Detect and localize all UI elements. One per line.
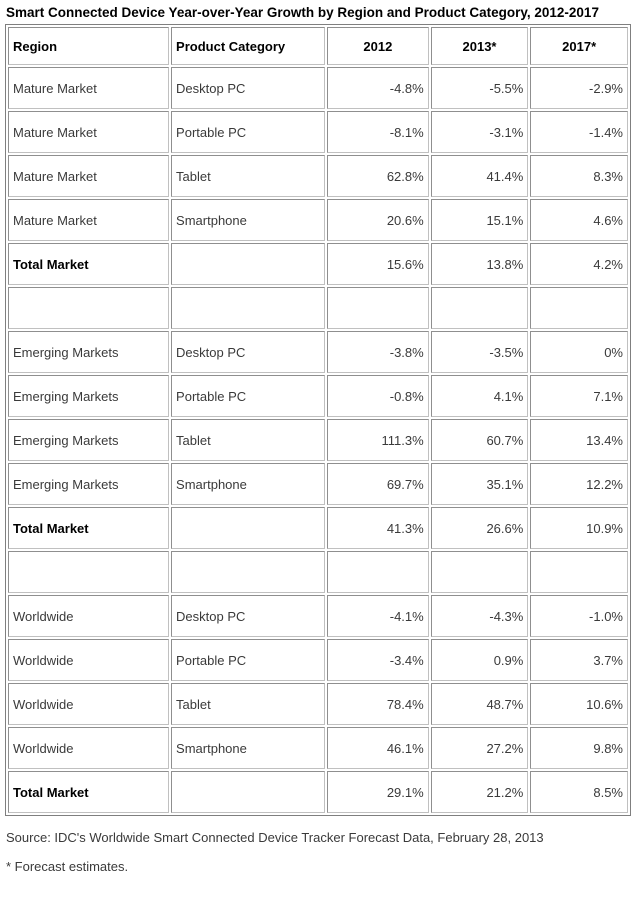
value-2012-cell: 62.8% xyxy=(327,155,429,197)
data-row xyxy=(8,331,628,373)
value-2017-cell: -2.9% xyxy=(530,67,628,109)
data-row xyxy=(8,199,628,241)
value-2012-cell: -4.1% xyxy=(327,595,429,637)
col-header-product-category: Product Category xyxy=(171,27,325,65)
region-cell: Mature Market xyxy=(8,199,169,241)
value-2017-cell: 13.4% xyxy=(530,419,628,461)
category-cell: Desktop PC xyxy=(171,331,325,373)
total-row xyxy=(8,771,628,813)
data-row xyxy=(8,375,628,417)
value-2012-cell: 78.4% xyxy=(327,683,429,725)
value-2012-cell: -3.4% xyxy=(327,639,429,681)
region-cell: Mature Market xyxy=(8,155,169,197)
region-cell: Total Market xyxy=(8,507,169,549)
value-2013-cell: 48.7% xyxy=(431,683,529,725)
category-cell xyxy=(171,507,325,549)
value-2013-cell: 27.2% xyxy=(431,727,529,769)
value-2012-cell: -0.8% xyxy=(327,375,429,417)
region-cell: Emerging Markets xyxy=(8,331,169,373)
value-2017-cell: 7.1% xyxy=(530,375,628,417)
value-2017-cell: 0% xyxy=(530,331,628,373)
region-cell: Worldwide xyxy=(8,727,169,769)
value-2017-cell: 4.2% xyxy=(530,243,628,285)
data-row xyxy=(8,419,628,461)
col-header-2013: 2013* xyxy=(431,27,529,65)
growth-table xyxy=(5,24,631,816)
value-2017-cell: 10.9% xyxy=(530,507,628,549)
value-2012-cell: -3.8% xyxy=(327,331,429,373)
value-2013-cell xyxy=(431,287,529,329)
category-cell xyxy=(171,287,325,329)
table-body xyxy=(8,67,628,813)
category-cell: Tablet xyxy=(171,683,325,725)
category-cell: Tablet xyxy=(171,155,325,197)
value-2013-cell: 35.1% xyxy=(431,463,529,505)
region-cell xyxy=(8,551,169,593)
value-2013-cell: 13.8% xyxy=(431,243,529,285)
value-2012-cell: 46.1% xyxy=(327,727,429,769)
header-row xyxy=(8,27,628,65)
value-2017-cell: 10.6% xyxy=(530,683,628,725)
value-2017-cell: 3.7% xyxy=(530,639,628,681)
category-cell: Desktop PC xyxy=(171,67,325,109)
value-2012-cell xyxy=(327,287,429,329)
col-header-2012: 2012 xyxy=(327,27,429,65)
forecast-note: * Forecast estimates. xyxy=(6,859,129,874)
value-2017-cell: 8.5% xyxy=(530,771,628,813)
value-2017-cell: -1.4% xyxy=(530,111,628,153)
value-2017-cell xyxy=(530,287,628,329)
source-note: Source: IDC's Worldwide Smart Connected Device Tracker Forecast Data, February 28, 2013 xyxy=(6,830,544,845)
data-row xyxy=(8,155,628,197)
region-cell: Worldwide xyxy=(8,683,169,725)
region-cell: Total Market xyxy=(8,243,169,285)
value-2012-cell: 29.1% xyxy=(327,771,429,813)
data-row xyxy=(8,67,628,109)
region-cell xyxy=(8,287,169,329)
value-2013-cell: -4.3% xyxy=(431,595,529,637)
category-cell: Portable PC xyxy=(171,639,325,681)
region-cell: Mature Market xyxy=(8,111,169,153)
value-2017-cell: 9.8% xyxy=(530,727,628,769)
value-2017-cell: 12.2% xyxy=(530,463,628,505)
spacer-row xyxy=(8,287,628,329)
spacer-row xyxy=(8,551,628,593)
region-cell: Total Market xyxy=(8,771,169,813)
category-cell: Tablet xyxy=(171,419,325,461)
category-cell: Smartphone xyxy=(171,463,325,505)
region-cell: Emerging Markets xyxy=(8,463,169,505)
category-cell xyxy=(171,551,325,593)
category-cell: Portable PC xyxy=(171,375,325,417)
category-cell xyxy=(171,771,325,813)
category-cell: Portable PC xyxy=(171,111,325,153)
value-2012-cell: 20.6% xyxy=(327,199,429,241)
value-2013-cell: 0.9% xyxy=(431,639,529,681)
value-2013-cell: 4.1% xyxy=(431,375,529,417)
value-2013-cell xyxy=(431,551,529,593)
region-cell: Emerging Markets xyxy=(8,419,169,461)
data-row xyxy=(8,595,628,637)
value-2013-cell: 21.2% xyxy=(431,771,529,813)
value-2013-cell: 60.7% xyxy=(431,419,529,461)
value-2013-cell: 41.4% xyxy=(431,155,529,197)
region-cell: Emerging Markets xyxy=(8,375,169,417)
value-2012-cell: 15.6% xyxy=(327,243,429,285)
data-row xyxy=(8,727,628,769)
col-header-region: Region xyxy=(8,27,169,65)
category-cell: Desktop PC xyxy=(171,595,325,637)
value-2017-cell: 8.3% xyxy=(530,155,628,197)
value-2012-cell: -8.1% xyxy=(327,111,429,153)
category-cell: Smartphone xyxy=(171,727,325,769)
data-row xyxy=(8,463,628,505)
value-2012-cell: 69.7% xyxy=(327,463,429,505)
value-2012-cell: 111.3% xyxy=(327,419,429,461)
total-row xyxy=(8,507,628,549)
region-cell: Mature Market xyxy=(8,67,169,109)
value-2012-cell: 41.3% xyxy=(327,507,429,549)
value-2013-cell: -3.1% xyxy=(431,111,529,153)
col-header-2017: 2017* xyxy=(530,27,628,65)
data-row xyxy=(8,111,628,153)
page-title: Smart Connected Device Year-over-Year Growth by Region and Product Category, 2012-2017 xyxy=(6,5,599,20)
category-cell xyxy=(171,243,325,285)
value-2017-cell: 4.6% xyxy=(530,199,628,241)
total-row xyxy=(8,243,628,285)
value-2013-cell: 15.1% xyxy=(431,199,529,241)
value-2012-cell xyxy=(327,551,429,593)
category-cell: Smartphone xyxy=(171,199,325,241)
value-2013-cell: -3.5% xyxy=(431,331,529,373)
data-row xyxy=(8,683,628,725)
value-2013-cell: 26.6% xyxy=(431,507,529,549)
page xyxy=(5,5,635,874)
region-cell: Worldwide xyxy=(8,595,169,637)
data-row xyxy=(8,639,628,681)
value-2017-cell xyxy=(530,551,628,593)
value-2012-cell: -4.8% xyxy=(327,67,429,109)
value-2017-cell: -1.0% xyxy=(530,595,628,637)
region-cell: Worldwide xyxy=(8,639,169,681)
value-2013-cell: -5.5% xyxy=(431,67,529,109)
